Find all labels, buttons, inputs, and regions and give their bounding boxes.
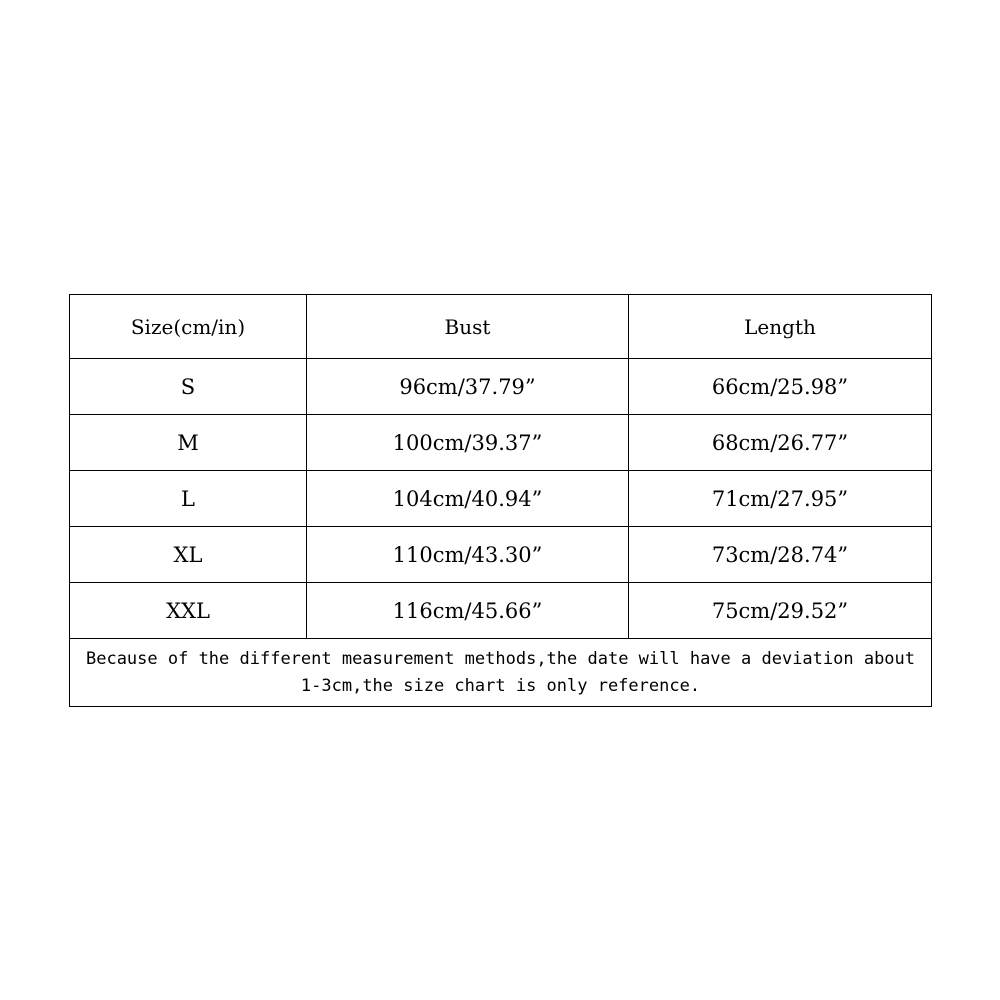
size-cell: XL (70, 527, 307, 583)
bust-cell: 100cm/39.37” (307, 415, 629, 471)
table-row (70, 415, 932, 471)
table-row (70, 471, 932, 527)
measurement-note: Because of the different measurement methods,the date will have a deviation about 1-3cm,the size chart is only reference. (70, 639, 932, 707)
length-cell: 71cm/27.95” (629, 471, 932, 527)
bust-cell: 96cm/37.79” (307, 359, 629, 415)
length-cell: 73cm/28.74” (629, 527, 932, 583)
bust-cell: 110cm/43.30” (307, 527, 629, 583)
table-row (70, 359, 932, 415)
size-cell: L (70, 471, 307, 527)
note-row (70, 639, 932, 707)
table-header-row (70, 295, 932, 359)
table-row (70, 583, 932, 639)
length-cell: 66cm/25.98” (629, 359, 932, 415)
size-cell: XXL (70, 583, 307, 639)
size-cell: S (70, 359, 307, 415)
bust-cell: 104cm/40.94” (307, 471, 629, 527)
header-size: Size(cm/in) (70, 295, 307, 359)
bust-cell: 116cm/45.66” (307, 583, 629, 639)
header-length: Length (629, 295, 932, 359)
length-cell: 75cm/29.52” (629, 583, 932, 639)
size-cell: M (70, 415, 307, 471)
size-chart-table (69, 294, 932, 707)
length-cell: 68cm/26.77” (629, 415, 932, 471)
table-row (70, 527, 932, 583)
header-bust: Bust (307, 295, 629, 359)
